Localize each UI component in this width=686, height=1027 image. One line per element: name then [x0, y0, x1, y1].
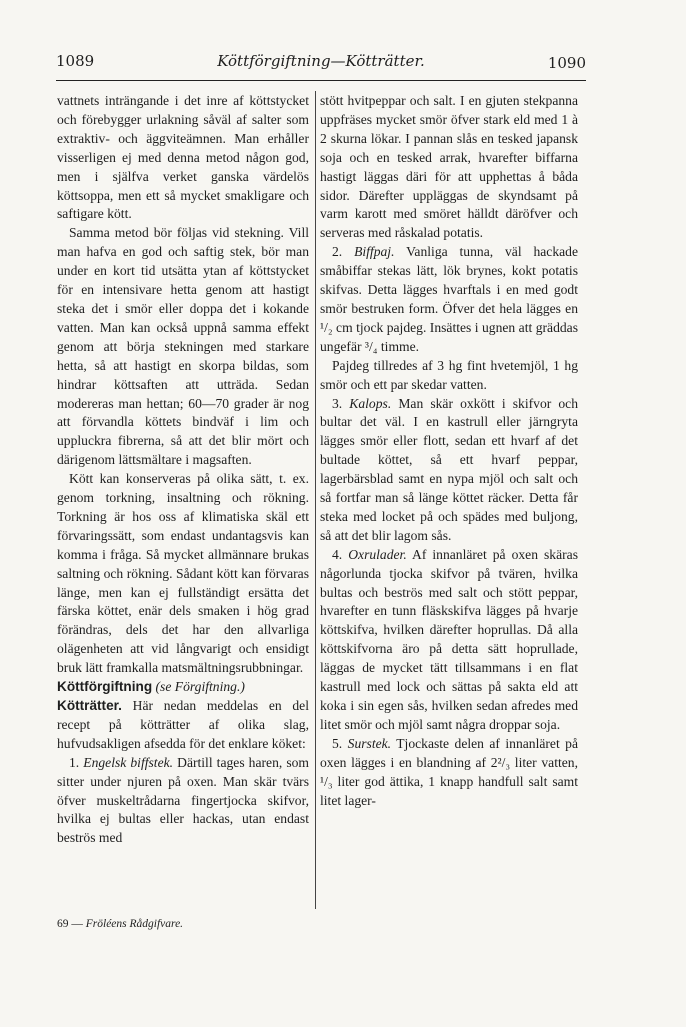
recipe-number: 2. — [332, 244, 343, 260]
recipe-text: Af innanläret på oxen skäras någorlunda tjocka skifvor på tvären, hvilka bultas och beströs med salt och stött peppar, hvarefter en tunn fläskskifva lägges på hvarje köttskifva, hvilken därefter hoprullas. Då alla köttskifvorna äro på detta sätt hoprullade, läggas de mycket tätt tillsammans i en flat kastrull med lock och sättas på sakta eld att koka i sin egen sås, hvilken sedan afredes med litet smör och mjöl samt några droppar soja. — [320, 546, 578, 732]
recipe-3 — [320, 395, 578, 546]
recipe-title: Biffpaj. — [354, 244, 395, 260]
signature-line — [57, 918, 183, 930]
recipe-text: Man skär oxkött i skifvor och bultar det väl. I en kastrull eller järngryta lägges smör eller flott, sedan ett hvarf af det bultade köttet, så ett hvarf peppar, lagerbärsblad samt en nypa mjöl och salt och så fortfar man så länge köttet räcker. Detta får steka med locket på och spädes med buljong, så att det blir lagom sås. — [320, 395, 578, 543]
recipe-4 — [320, 546, 578, 735]
entry-kottratter — [57, 697, 309, 754]
recipe-number: 1. — [69, 754, 80, 770]
page-number-right: 1090 — [547, 54, 586, 72]
recipe-1 — [57, 754, 309, 849]
recipe-2-pajdeg: Pajdeg tillredes af 3 hg fint hvetemjöl, 1 hg smör och ett par skedar vatten. — [320, 357, 578, 392]
recipe-title: Oxrulader. — [348, 546, 407, 562]
recipe-number: 5. — [332, 735, 343, 751]
right-column — [320, 92, 578, 810]
entry-kottforgiftning — [57, 678, 309, 697]
left-column — [57, 92, 309, 848]
entry-cross-reference: (se Förgiftning.) — [155, 679, 245, 695]
column-divider — [315, 91, 316, 909]
paragraph-stekning: Samma metod bör följas vid stekning. Vill man hafva en god och saftig stek, bör man under en kort tid utsätta ytan af köttstycket för en intensivare hetta genom att hastigt steka det i smör eller doppa det i kokande vatten. Man kan också uppnå samma effekt genom att börja stekningen med starkare hetta, så att hastigt en skorpa bildas, som hindrar köttsaften att utträda. Sedan modereras man hettan; 60—70 grader är nog att förvandla köttets bindväf i lim och uppluckra fibrerna, så att det blir mört och därigenom lättsmältare i magsaften. — [57, 225, 309, 468]
signature-dash: — — [71, 918, 83, 930]
recipe-title: Kalops. — [349, 395, 392, 411]
running-header — [56, 52, 586, 76]
recipe-text: Därtill tages haren, som sitter under njuren på oxen. Man skär tvärs öfver muskeltrådarna fingertjocka skifvor, hvilka ej bultas eller hackas, utan endast beströs med — [57, 754, 309, 846]
recipe-1-continued: stött hvitpeppar och salt. I en gjuten stekpanna uppfräses mycket smör öfver stark eld med 1 à 2 skurna lökar. I pannan slås en tesked japansk soja och en tesked arrak, hvarefter biffarna hastigt läggas däri för att upphettas å båda sidor. Därefter uppläggas de skyndsamt på varm karott med smöret hälldt däröfver och serveras med råskalad potatis. — [320, 93, 578, 241]
signature-number: 69 — [57, 918, 69, 930]
recipe-text: Tjockaste delen af innanläret på oxen lägges i en blandning af 2²/₃ liter vatten, ¹/₃ liter god ättika, 1 knapp handfull salt samt litet lager- — [320, 735, 578, 808]
page-number-left: 1089 — [56, 52, 95, 70]
recipe-number: 3. — [332, 395, 343, 411]
entry-headword: Köttförgiftning — [57, 679, 153, 695]
running-title: Köttförgiftning—Kötträtter. — [217, 52, 425, 70]
entry-headword: Kötträtter. — [57, 698, 122, 713]
recipe-5 — [320, 735, 578, 811]
recipe-text: Vanliga tunna, väl hackade småbiffar stekas lätt, lök brynes, kokt potatis skifvas. Detta lägges hvarftals i en med godt smör bestruken form. Öfver det hela lägges en ¹/₂ cm tjock pajdeg. Insättes i ugnen att gräddas ungefär ³/₄ timme. — [320, 244, 579, 354]
signature-source: Fröléens Rådgifvare. — [85, 918, 184, 930]
recipe-title: Surstek. — [347, 735, 392, 751]
recipe-2 — [320, 243, 578, 356]
entry-text: Här nedan meddelas en del recept på kötträtter af olika slag, hufvudsakligen afsedda för det enklare köket: — [57, 698, 309, 751]
paragraph-konservering: Kött kan konserveras på olika sätt, t. ex. genom torkning, insaltning och rökning. Torkning är hos oss af klimatiska skäl ett förvaringssätt, som endast undantagsvis kan komma i fråga. Så mycket allmännare brukas saltning och rökning. Sådant kött kan förvaras länge, men kan ej fullständigt ersätta det färska köttet, enär dels smaken i hög grad förändras, dels det har den allvarliga olägenheten att vid långvarigt och ensidigt bruk lätt framkalla matsmältningsrubbningar. — [57, 471, 309, 676]
recipe-number: 4. — [332, 546, 343, 562]
paragraph-continued: vattnets inträngande i det inre af köttstycket och förebygger urlakning såväl af salter som extraktiv- och äggviteämnen. Man erhåller visserligen ej med denna metod någon god, men i själfva verket ganska värdelös köttsoppa, men ett så mycket smakligare och saftigare kött. — [57, 93, 309, 222]
recipe-title: Engelsk biffstek. — [83, 754, 174, 770]
header-rule — [56, 80, 586, 81]
